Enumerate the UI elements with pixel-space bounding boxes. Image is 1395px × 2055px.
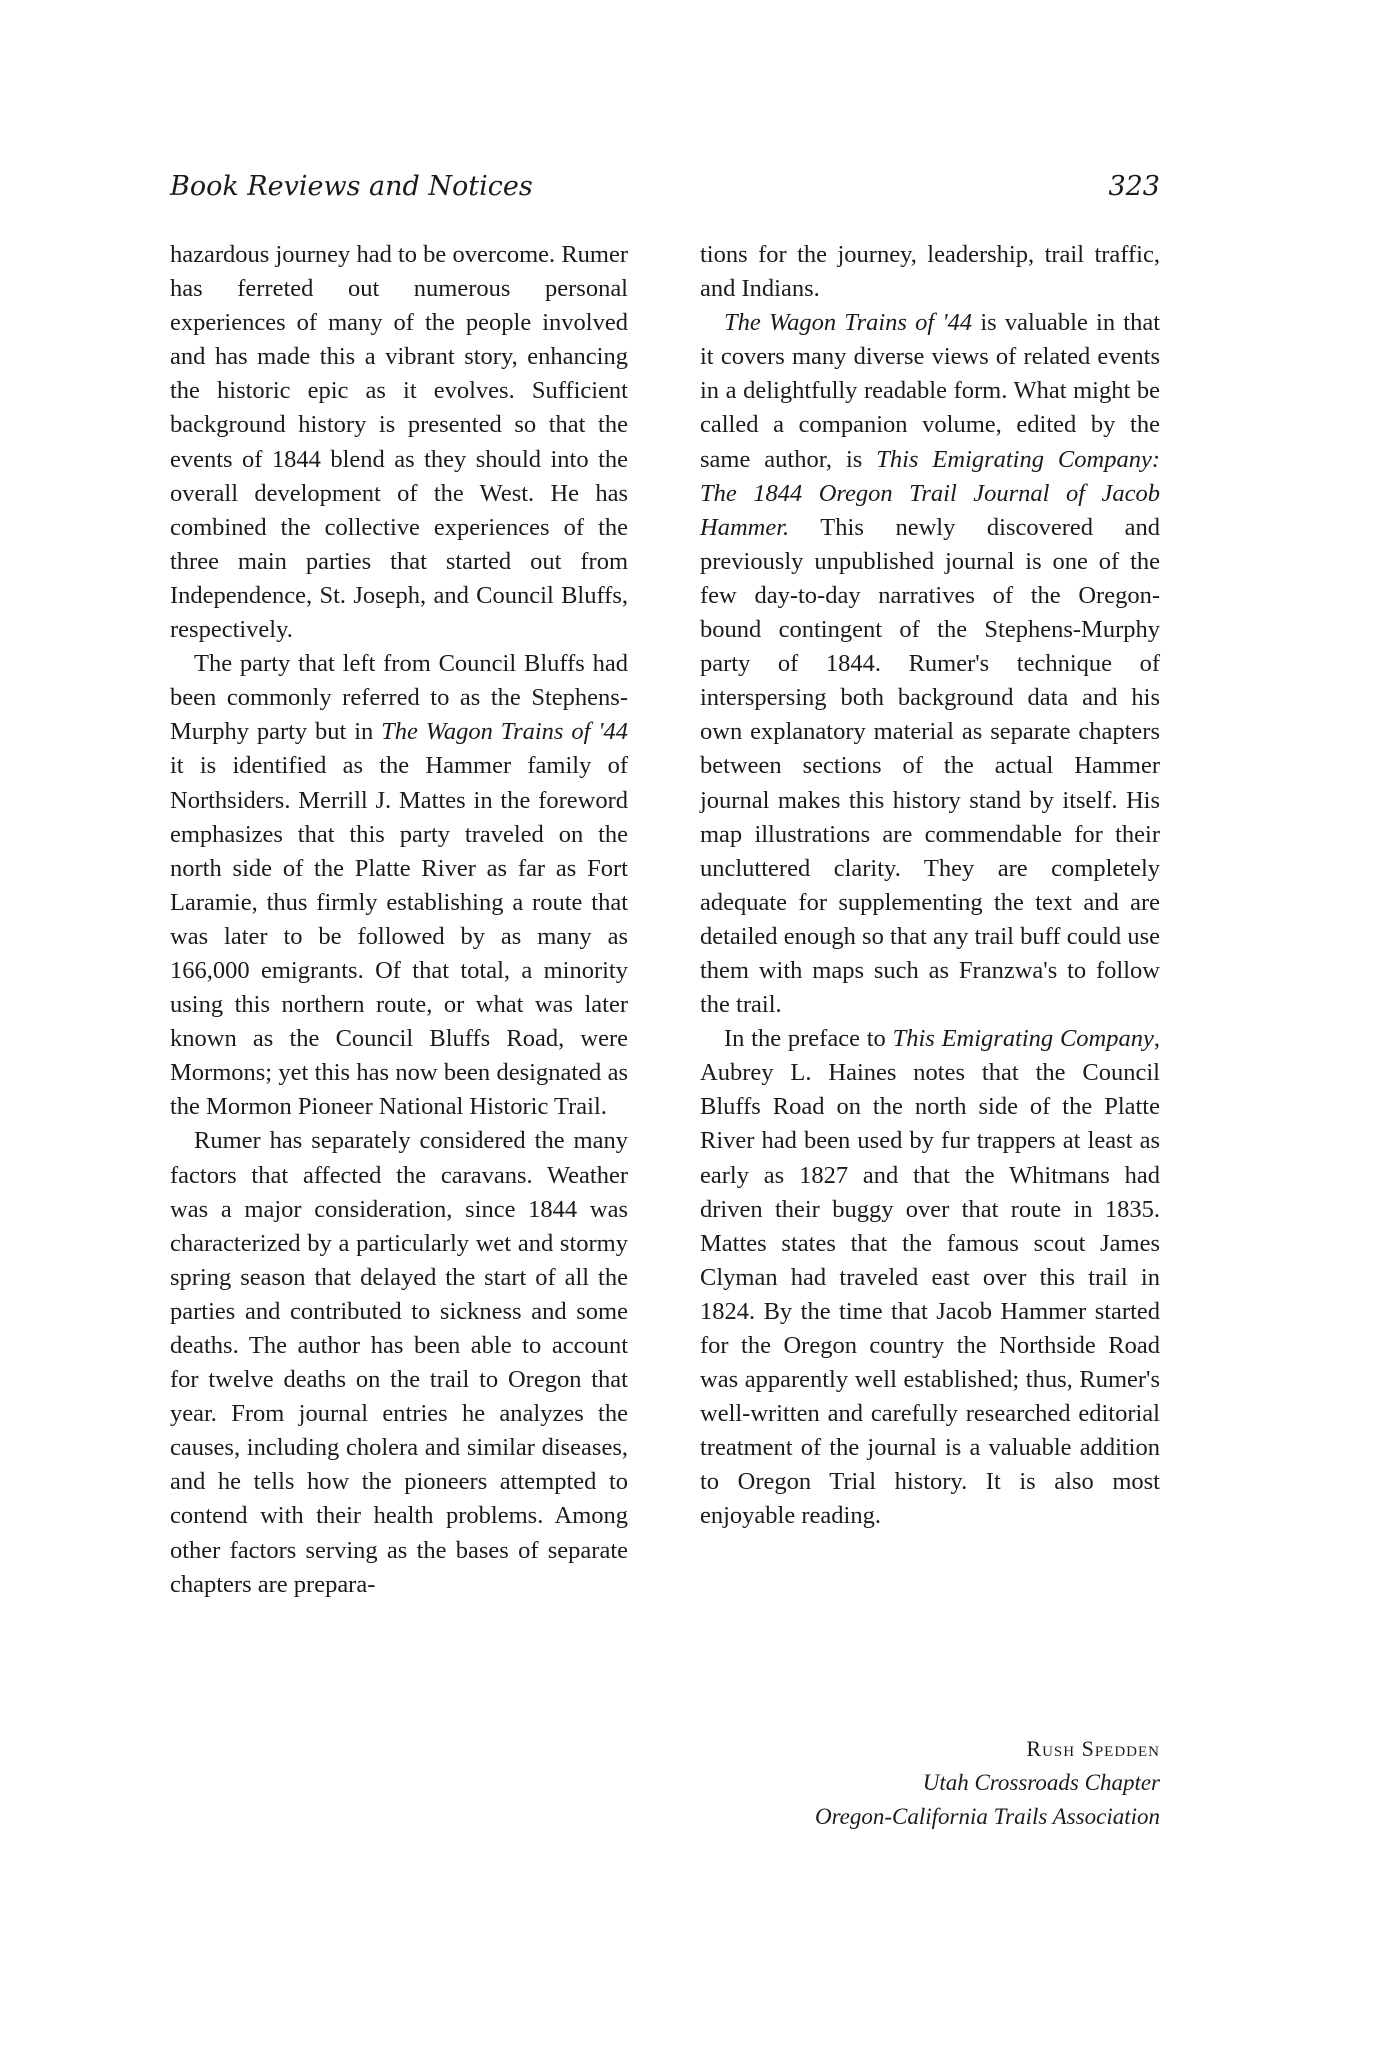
right-column: [700, 238, 1160, 1534]
paragraph: [700, 306, 1160, 1022]
paragraph: [700, 1022, 1160, 1533]
text-run: it is identified as the Hammer family of Northsiders. Merrill J. Mattes in the foreword emphasizes that this party traveled on the north side of the Platte River as far as Fort Laramie, thus firmly establishing a route that was later to be followed by as many as 166,000 emigrants. Of that total, a minority using this northern route, or what was later known as the Council Bluffs Road, were Mormons; yet this has now been designated as the Mormon Pioneer National Historic Trail.: [170, 752, 628, 1121]
text-run: The party that left from Council Bluffs had been commonly referred to as the Stephens-Murphy party but in: [170, 650, 628, 746]
paragraph: hazardous journey had to be overcome. Rumer has ferreted out numerous personal experiences of many of the people involved and has made this a vibrant story, enhancing the historic epic as it evolves. Sufficient background history is presented so that the events of 1844 blend as they should into the overall development of the West. He has combined the collective experiences of the three main parties that started out from Independence, St. Joseph, and Council Bluffs, respectively.: [170, 241, 628, 644]
text-run: , Aubrey L. Haines notes that the Council Bluffs Road on the north side of the Platte River had been used by fur trappers at least as early as 1827 and that the Whitmans had driven their buggy over that route in 1835. Mattes states that the famous scout James Clyman had traveled east over this trail in 1824. By the time that Jacob Hammer started for the Oregon country the Northside Road was apparently well established; thus, Rumer's well-written and carefully researched editorial treatment of the journal is a valuable addition to Oregon Trial history. It is also most enjoyable reading.: [700, 1025, 1160, 1530]
text-run: In the preface to: [724, 1025, 893, 1053]
book-title: The Wagon Trains of '44: [724, 309, 973, 337]
running-head: [170, 170, 1160, 204]
reviewer-affiliation: Utah Crossroads Chapter: [922, 1770, 1160, 1795]
text-run: is valuable in that it covers many diverse views of related events in a delightfully readable form. What might be called a companion volume, edited by the same author, is: [700, 309, 1161, 473]
paragraph: tions for the journey, leadership, trail traffic, and Indians.: [700, 241, 1160, 303]
reviewer-signature: [700, 1732, 1160, 1834]
running-head-title: Book Reviews and Notices: [170, 171, 533, 202]
left-column: [170, 238, 628, 1602]
page-number: 323: [1108, 171, 1160, 202]
paragraph: Rumer has separately considered the many factors that affected the caravans. Weather was a major consideration, since 1844 was characterized by a particularly wet and stormy spring season that delayed the start of all the parties and contributed to sickness and some deaths. The author has been able to account for twelve deaths on the trail to Oregon that year. From journal entries he analyzes the causes, including cholera and similar diseases, and he tells how the pioneers attempted to contend with their health problems. Among other factors serving as the bases of separate chapters are prepara-: [170, 1127, 628, 1598]
book-title: The Wagon Trains of '44: [381, 718, 628, 746]
reviewer-organization: Oregon-California Trails Association: [814, 1804, 1160, 1829]
text-run: This newly discovered and previously unpublished journal is one of the few day-to-day narratives of the Oregon-bound contingent of the Stephens-Murphy party of 1844. Rumer's technique of interspersing both background data and his own explanatory material as separate chapters between sections of the actual Hammer journal makes this history stand by itself. His map illustrations are commendable for their uncluttered clarity. They are completely adequate for supplementing the text and are detailed enough so that any trail buff could use them with maps such as Franzwa's to follow the trail.: [700, 513, 1160, 1019]
book-title: This Emigrating Company: [892, 1025, 1154, 1053]
paragraph: [170, 647, 628, 1124]
reviewer-name: Rush Spedden: [1026, 1736, 1160, 1761]
book-title: This Emigrating Company: The 1844 Oregon Trail Journal of Jacob Hammer.: [700, 445, 1160, 541]
